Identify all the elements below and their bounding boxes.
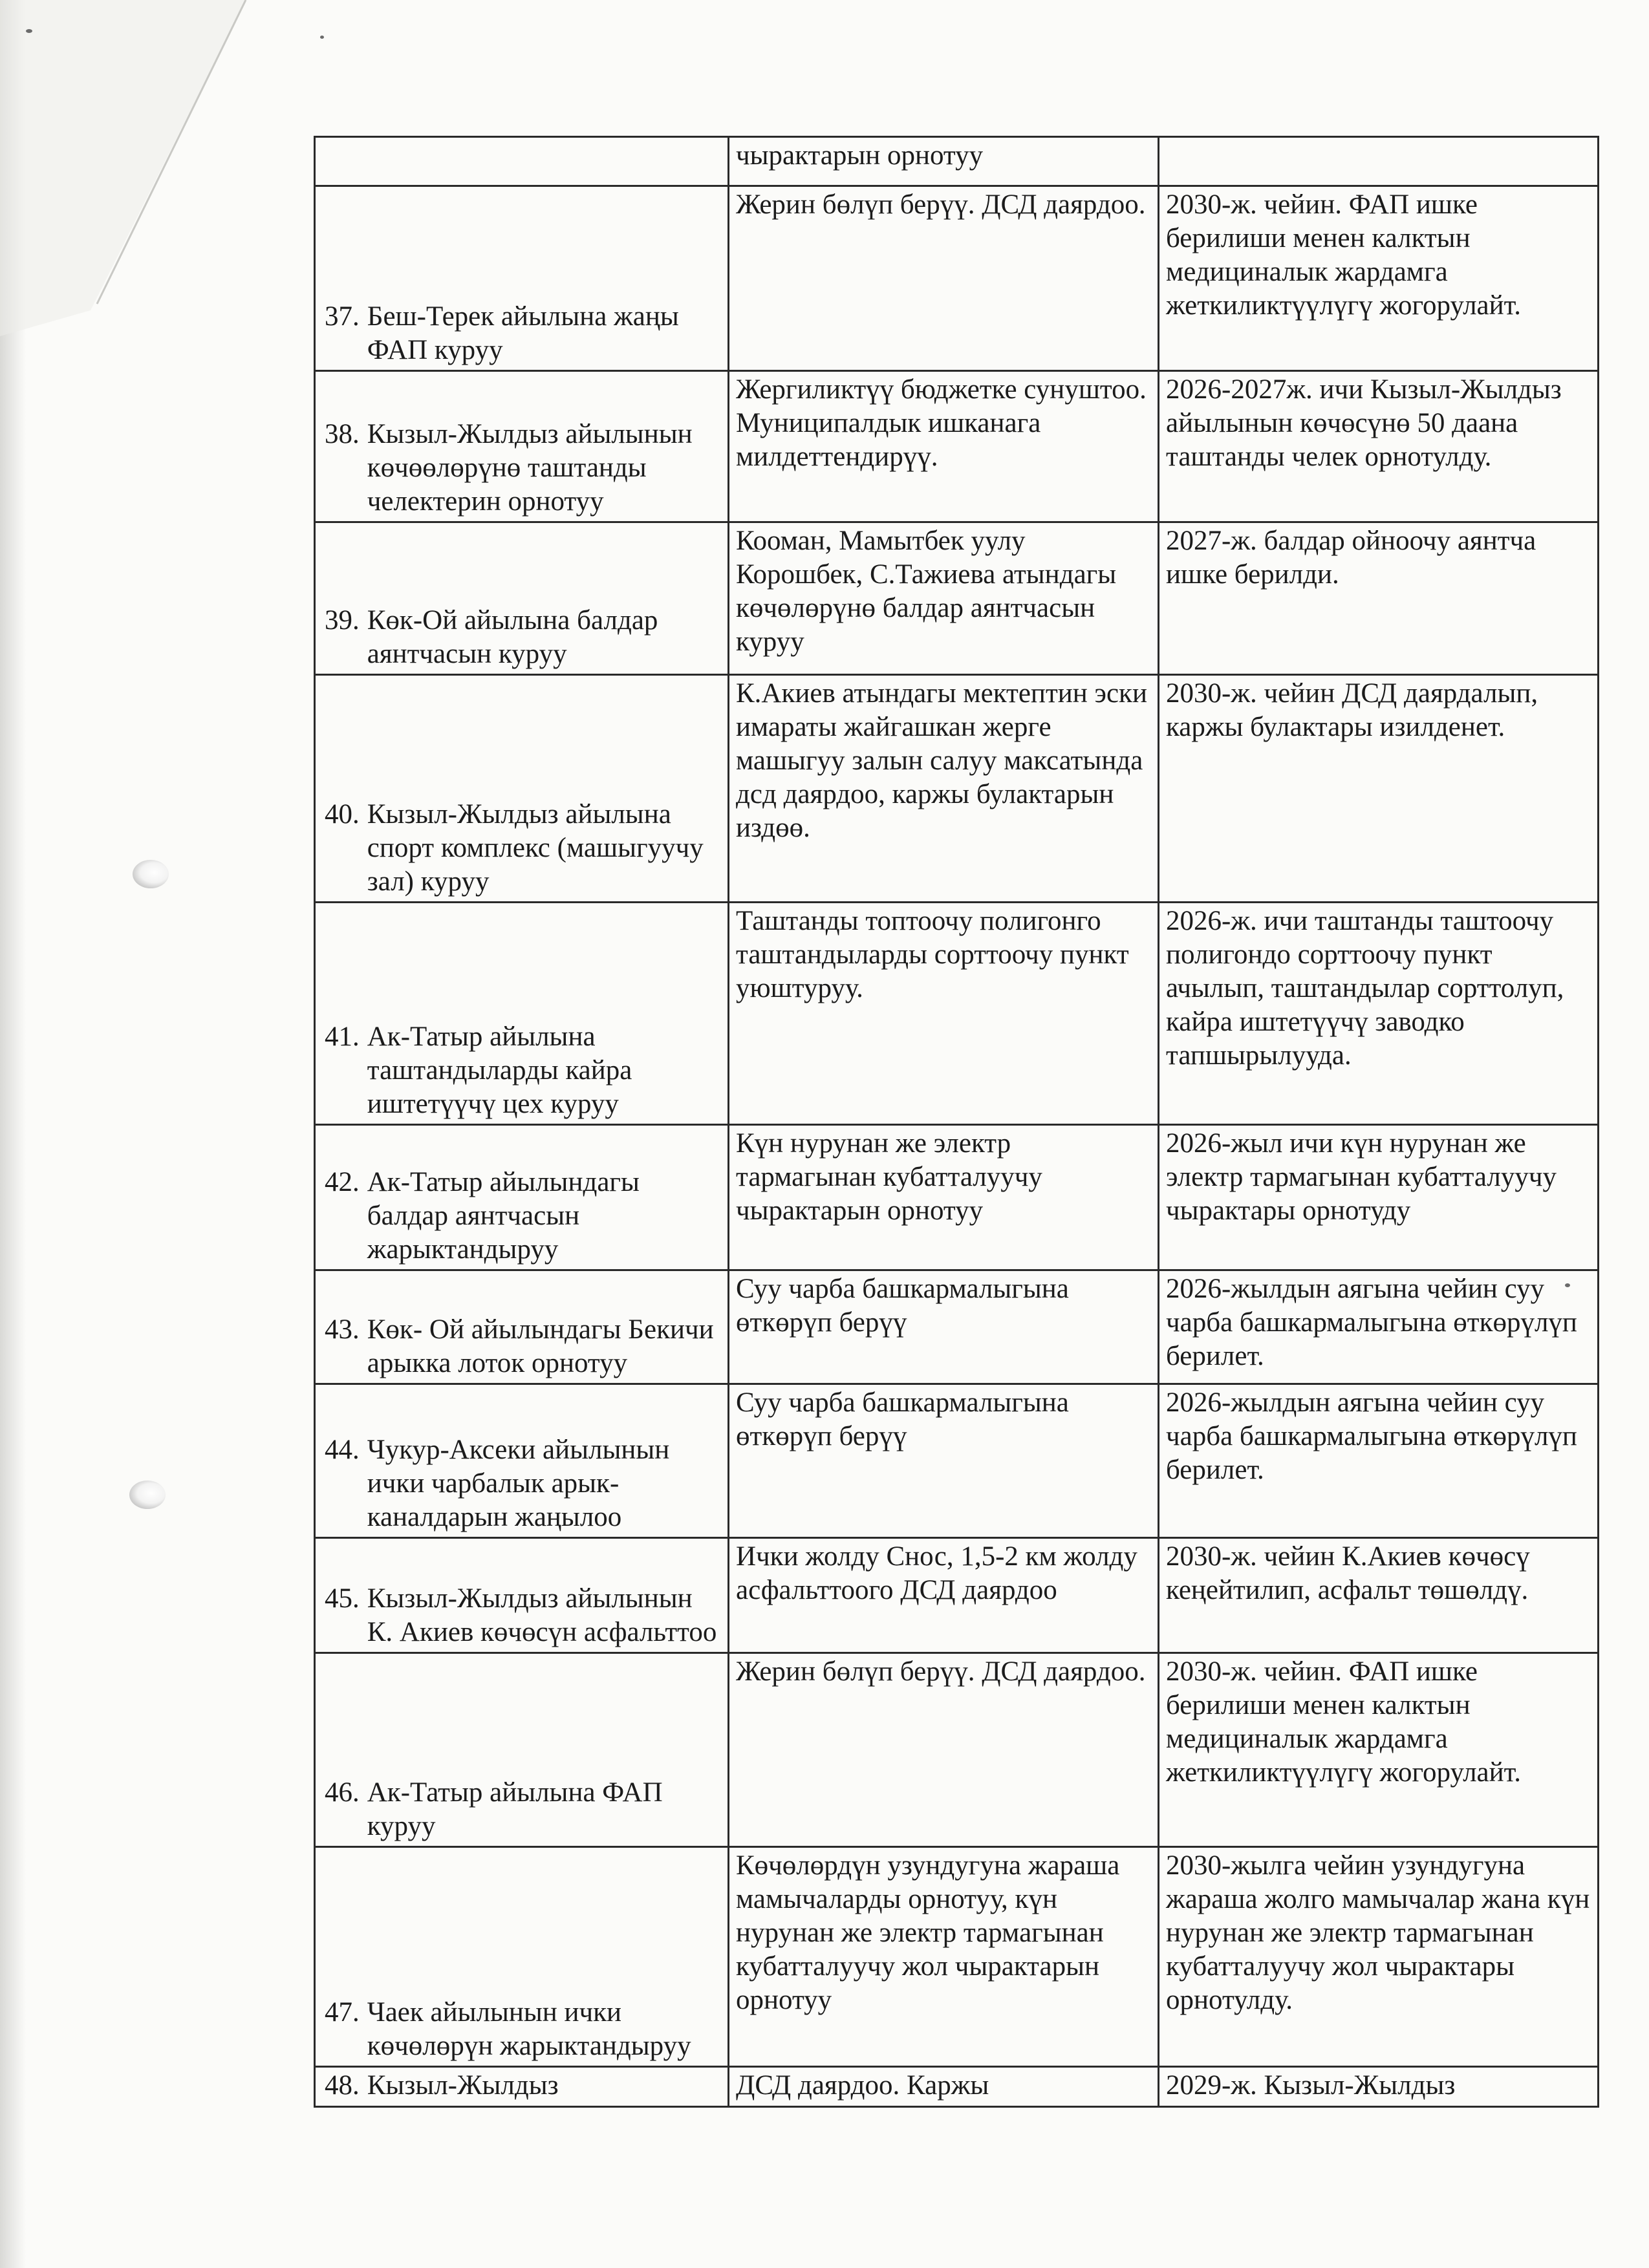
table-row — [315, 1847, 1599, 2067]
result-cell: 2029-ж. Кызыл-Жылдыз — [1159, 2067, 1599, 2107]
plan-table — [314, 136, 1599, 2108]
measure-name-cell — [315, 1653, 729, 1847]
result-cell: 2030-жылга чейин узундугуна жараша жолго мамычалар жана күн нурунан же электр тармагынан кубатталуучу жол чырактары орнотулду. — [1159, 1847, 1599, 2067]
result-cell: 2030-ж. чейин. ФАП ишке берилиши менен калктын медициналык жардамга жеткиликтүүлүгү жогорулайт. — [1159, 1653, 1599, 1847]
table-row — [315, 675, 1599, 903]
action-cell: Жерин бөлүп берүү. ДСД даярдоо. — [729, 1653, 1159, 1847]
result-cell: 2026-2027ж. ичи Кызыл-Жылдыз айылынын көчөсүнө 50 даана таштанды челек орнотулду. — [1159, 371, 1599, 522]
measure-name-cell — [315, 1538, 729, 1653]
result-cell: 2030-ж. чейин ДСД даярдалып, каржы булактары изилденет. — [1159, 675, 1599, 903]
measure-name-cell — [315, 371, 729, 522]
table-row — [315, 1270, 1599, 1384]
action-cell: чырактарын орнотуу — [729, 137, 1159, 186]
result-cell: 2026-жылдын аягына чейин суу чарба башкармалыгына өткөрүлүп берилет. — [1159, 1270, 1599, 1384]
result-cell: 2026-ж. ичи таштанды таштоочу полигондо сорттоочу пункт ачылып, таштандылар сорттолуп, кайра иштетүүчү заводко тапшырылууда. — [1159, 903, 1599, 1125]
measure-name: Көк-Ой айылына балдар аянтчасын куруу — [367, 605, 658, 669]
punch-hole — [133, 860, 169, 888]
result-cell: 2030-ж. чейин. ФАП ишке берилиши менен калктын медициналык жардамга жеткиликтүүлүгү жогорулайт. — [1159, 186, 1599, 371]
measure-name-cell — [315, 186, 729, 371]
row-number: 48. — [325, 2070, 360, 2101]
result-cell: 2027-ж. балдар ойноочу аянтча ишке берилди. — [1159, 522, 1599, 675]
result-cell: 2026-жылдын аягына чейин суу чарба башкармалыгына өткөрүлүп берилет. — [1159, 1384, 1599, 1538]
measure-name: Кызыл-Жылдыз айылынын көчөөлөрүнө таштанды челектерин орнотуу — [367, 419, 693, 517]
table-row — [315, 1538, 1599, 1653]
table-row — [315, 186, 1599, 371]
measure-name-cell — [315, 1125, 729, 1270]
action-cell: К.Акиев атындагы мектептин эски имараты жайгашкан жерге машыгуу залын салуу максатында дсд даярдоо, каржы булактарын издөө. — [729, 675, 1159, 903]
row-number: 38. — [325, 419, 360, 449]
action-cell: Ички жолду Снос, 1,5-2 км жолду асфальттоого ДСД даярдоо — [729, 1538, 1159, 1653]
row-number: 41. — [325, 1022, 360, 1052]
measure-name: Чаек айылынын ички көчөлөрүн жарыктандыруу — [367, 1997, 691, 2061]
row-number: 44. — [325, 1435, 360, 1465]
action-cell: Суу чарба башкармалыгына өткөрүп берүү — [729, 1384, 1159, 1538]
action-cell: Таштанды топтоочу полигонго таштандыларды сорттоочу пункт уюштуруу. — [729, 903, 1159, 1125]
page-fold-shadow — [0, 0, 336, 2268]
row-number: 39. — [325, 605, 360, 636]
row-number: 46. — [325, 1777, 360, 1808]
action-cell: Суу чарба башкармалыгына өткөрүп берүү — [729, 1270, 1159, 1384]
table-row — [315, 903, 1599, 1125]
action-cell: Жергиликтүү бюджетке сунуштоо. Муниципалдык ишканага милдеттендирүү. — [729, 371, 1159, 522]
measure-name-cell — [315, 675, 729, 903]
result-cell — [1159, 137, 1599, 186]
table-row — [315, 1384, 1599, 1538]
measure-name: Беш-Терек айылына жаңы ФАП куруу — [367, 301, 679, 365]
measure-name: Чукур-Аксеки айылынын ички чарбалык арык-каналдарын жаңылоо — [367, 1435, 670, 1532]
row-number: 47. — [325, 1997, 360, 2027]
measure-name-cell — [315, 137, 729, 186]
measure-name-cell — [315, 903, 729, 1125]
measure-name-cell — [315, 1384, 729, 1538]
action-cell: ДСД даярдоо. Каржы — [729, 2067, 1159, 2107]
measure-name-cell — [315, 522, 729, 675]
action-cell: Күн нурунан же электр тармагынан кубатталуучу чырактарын орнотуу — [729, 1125, 1159, 1270]
result-cell: 2030-ж. чейин К.Акиев көчөсү кеңейтилип, асфальт төшөлдү. — [1159, 1538, 1599, 1653]
scan-speck — [320, 36, 324, 39]
action-cell: Жерин бөлүп берүү. ДСД даярдоо. — [729, 186, 1159, 371]
row-number: 42. — [325, 1167, 360, 1197]
measure-name-cell — [315, 2067, 729, 2107]
measure-name: Кызыл-Жылдыз — [367, 2070, 559, 2101]
measure-name: Ак-Татыр айылындагы балдар аянтчасын жарыктандыруу — [367, 1167, 640, 1265]
measure-name: Ак-Татыр айылына таштандыларды кайра иштетүүчү цех куруу — [367, 1022, 632, 1119]
table-row — [315, 1653, 1599, 1847]
measure-name: Кызыл-Жылдыз айылынын К. Акиев көчөсүн асфальттоо — [367, 1583, 717, 1647]
action-cell: Кооман, Мамытбек уулу Корошбек, С.Тажиева атындагы көчөлөрүнө балдар аянтчасын куруу — [729, 522, 1159, 675]
measure-name: Кызыл-Жылдыз айылына спорт комплекс (машыгуучу зал) куруу — [367, 799, 704, 897]
table-row — [315, 1125, 1599, 1270]
table-row — [315, 371, 1599, 522]
punch-hole — [129, 1481, 166, 1509]
table-row — [315, 137, 1599, 186]
measure-name: Көк- Ой айылындагы Бекичи арыкка лоток орнотуу — [367, 1314, 714, 1378]
result-cell: 2026-жыл ичи күн нурунан же электр тармагынан кубатталуучу чырактары орнотуду — [1159, 1125, 1599, 1270]
row-number: 43. — [325, 1314, 360, 1345]
measure-name: Ак-Татыр айылына ФАП куруу — [367, 1777, 663, 1841]
row-number: 45. — [325, 1583, 360, 1614]
row-number: 40. — [325, 799, 360, 829]
measure-name-cell — [315, 1847, 729, 2067]
table-row — [315, 522, 1599, 675]
action-cell: Көчөлөрдүн узундугуна жараша мамычаларды орнотуу, күн нурунан же электр тармагынан кубатталуучу жол чырактарын орнотуу — [729, 1847, 1159, 2067]
table-row — [315, 2067, 1599, 2107]
scan-speck — [26, 29, 32, 33]
measure-name-cell — [315, 1270, 729, 1384]
row-number: 37. — [325, 301, 360, 332]
